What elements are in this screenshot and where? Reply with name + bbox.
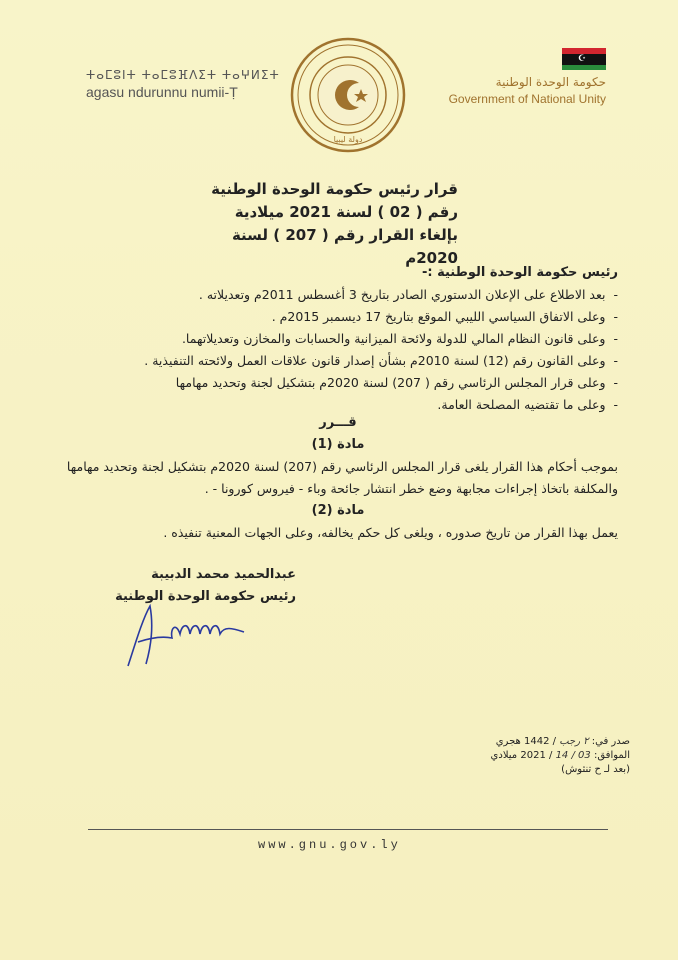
article-1-title: مادة (1)	[311, 437, 365, 452]
handwritten-signature	[120, 598, 250, 673]
state-seal-icon	[289, 36, 407, 154]
preamble-heading: رئيس حكومة الوحدة الوطنية :-	[421, 265, 618, 280]
government-name-arabic: حكومة الوحدة الوطنية	[495, 75, 606, 89]
title-line-3: بإلغاء القرار رقم ( 207 ) لسنة 2020م	[231, 226, 458, 267]
hijri-year: / 1442 هجري	[495, 736, 556, 747]
issue-stamp	[430, 735, 630, 777]
preamble-item: - وعلى قرار المجلس الرئاسي رقم ( 207) لسنة 2020م بتشكيل لجنة وتحديد مهامها	[175, 375, 618, 390]
libya-flag-icon: ☪	[562, 48, 606, 70]
decision-body	[58, 412, 618, 544]
title-line-1: قرار رئيس حكومة الوحدة الوطنية	[211, 180, 458, 198]
preamble-item: - وعلى قانون النظام المالي للدولة ولائحة الميزانية والحسابات والمخازن وتعديلاتهما.	[181, 331, 618, 346]
preamble-item: - بعد الاطلاع على الإعلان الدستوري الصادر بتاريخ 3 أغسطس 2011م وتعديلاته .	[198, 287, 618, 302]
preamble-item: - وعلى الاتفاق السياسي الليبي الموقع بتاريخ 17 ديسمبر 2015م .	[271, 309, 618, 324]
website-url[interactable]: www.gnu.gov.ly	[258, 838, 401, 852]
issued-label: صدر في:	[591, 736, 630, 747]
footer-divider	[88, 829, 608, 830]
title-line-2: رقم ( 02 ) لسنة 2021 ميلادية	[234, 203, 458, 221]
signatory-position: رئيس حكومة الوحدة الوطنية	[115, 589, 296, 604]
seal-text: دولة ليبيا	[333, 135, 363, 144]
preamble	[58, 262, 618, 416]
issue-row-hijri	[430, 735, 630, 749]
tifinagh-text: ⵜⴰⵎⵓⵏⵜ ⵜⴰⵎⵓⴼⴷⵉⵜ ⵜⴰⵖⵍⵉⵜ	[86, 68, 280, 82]
header-amazigh	[86, 68, 296, 100]
decision-heading: قـــرر	[319, 415, 357, 430]
issue-row-gregorian	[430, 749, 630, 763]
amazigh-name: agasu ndurunnu numii-Ṭ	[86, 84, 238, 100]
gregorian-year: / 2021 ميلادي	[490, 750, 553, 761]
article-2-title: مادة (2)	[311, 503, 365, 518]
preamble-item: - وعلى ما تقتضيه المصلحة العامة.	[437, 397, 618, 412]
corresponding-label: الموافق:	[593, 750, 630, 761]
article-1-text: بموجب أحكام هذا القرار يلغى قرار المجلس الرئاسي رقم (207) لسنة 2020م بتشكيل لجنة وتحديد مهامها والمكلفة باتخاذ إجراءات مجابهة وضع خطر انتشار جائحة وباء - فيروس كورونا - .	[66, 459, 618, 496]
preamble-item: - وعلى القانون رقم (12) لسنة 2010م بشأن إصدار قانون علاقات العمل ولائحته التنفيذية .	[144, 353, 618, 368]
decision-title	[198, 178, 458, 270]
signatory-name: عبدالحميد محمد الدبيبة	[151, 567, 296, 582]
issued-value: ٢ رجب	[559, 736, 589, 747]
stamp-note: (بعد لـ ح تنثوش)	[561, 764, 630, 775]
government-name-english: Government of National Unity	[448, 92, 606, 106]
article-2-text: يعمل بهذا القرار من تاريخ صدوره ، ويلغى كل حكم يخالفه، وعلى الجهات المعنية تنفيذه .	[163, 525, 618, 540]
corresponding-value: 03 / 14	[555, 750, 591, 761]
